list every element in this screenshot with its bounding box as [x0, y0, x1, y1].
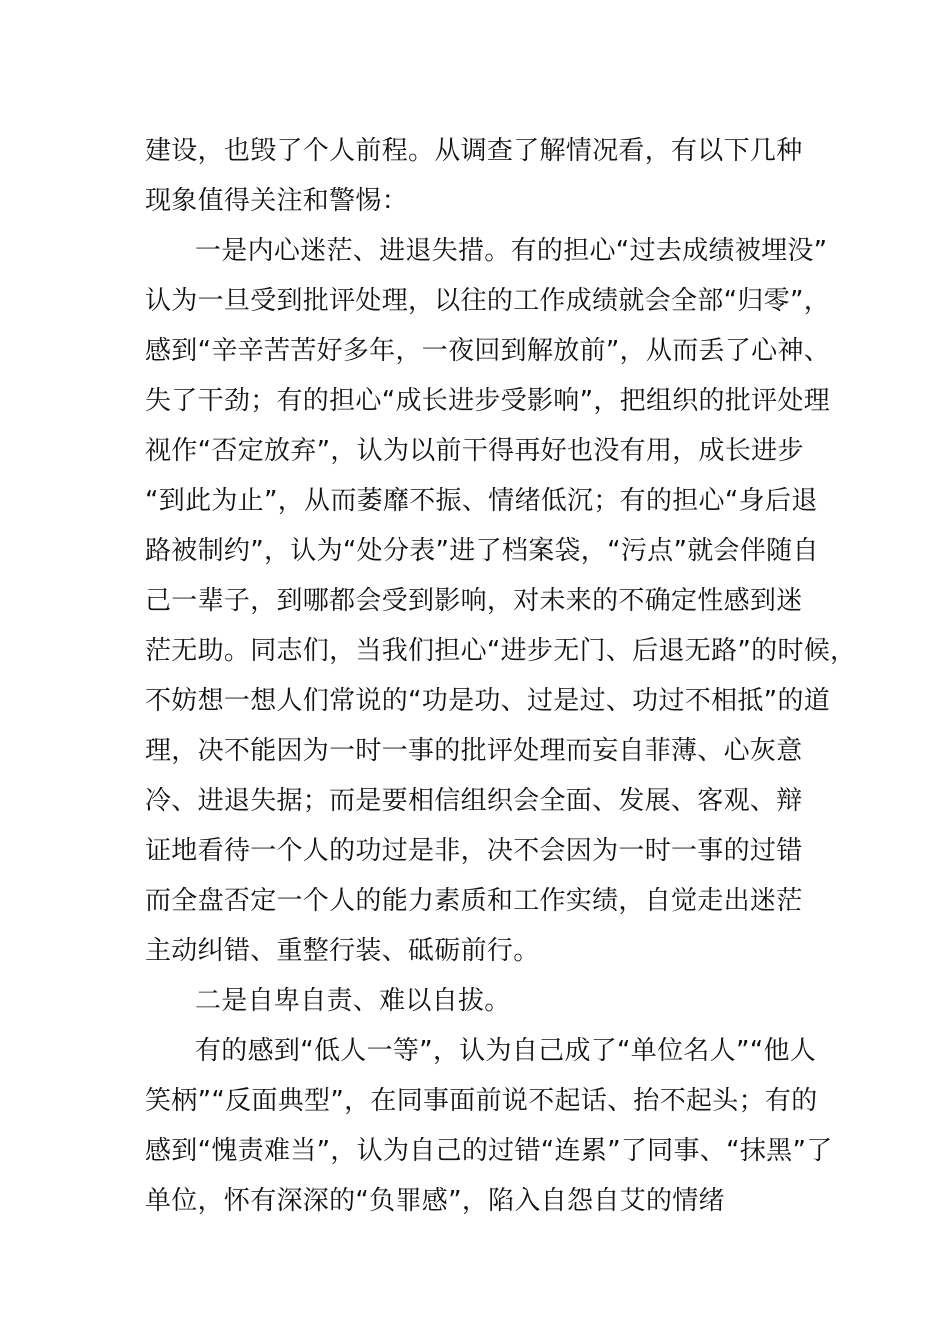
text-line: 感到“辛辛苦苦好多年，一夜回到解放前”，从而丢了心神、	[145, 336, 831, 366]
text-line: 认为一旦受到批评处理，以往的工作成绩就会全部“归零”，	[145, 286, 831, 316]
text-line: 一是内心迷茫、进退失措。有的担心“过去成绩被埋没”	[195, 236, 828, 266]
section-heading: 二是自卑自责、难以自拔。	[195, 986, 511, 1016]
text-line: 而全盘否定一个人的能力素质和工作实绩，自觉走出迷茫	[145, 886, 803, 916]
text-line: 不妨想一想人们常说的“功是功、过是过、功过不相抵”的道	[145, 686, 831, 716]
text-line: 失了干劲；有的担心“成长进步受影响”，把组织的批评处理	[145, 386, 831, 416]
text-line: 有的感到“低人一等”，认为自己成了“单位名人”“他人	[195, 1036, 817, 1066]
text-line: 路被制约”，认为“处分表”进了档案袋，“污点”就会伴随自	[145, 536, 819, 566]
text-line: “到此为止”，从而萎靡不振、情绪低沉；有的担心“身后退	[145, 486, 818, 516]
document-body	[145, 126, 857, 1226]
text-line: 感到“愧责难当”，认为自己的过错“连累”了同事、“抹黑”了	[145, 1136, 833, 1166]
text-line: 建设，也毁了个人前程。从调查了解情况看，有以下几种	[145, 136, 803, 166]
text-line: 视作“否定放弃”，认为以前干得再好也没有用，成长进步	[145, 436, 804, 466]
text-line: 主动纠错、重整行装、砥砺前行。	[145, 936, 540, 966]
text-line: 己一辈子，到哪都会受到影响，对未来的不确定性感到迷	[145, 586, 803, 616]
text-line: 证地看待一个人的功过是非，决不会因为一时一事的过错	[145, 836, 803, 866]
text-line: 冷、进退失据；而是要相信组织会全面、发展、客观、辩	[145, 786, 803, 816]
text-line: 现象值得关注和警惕：	[145, 186, 409, 216]
text-line: 理，决不能因为一时一事的批评处理而妄自菲薄、心灰意	[145, 736, 803, 766]
text-line: 笑柄”“反面典型”，在同事面前说不起话、抬不起头；有的	[145, 1086, 818, 1116]
text-line: 单位，怀有深深的“负罪感”，陷入自怨自艾的情绪	[145, 1186, 725, 1216]
text-line: 茫无助。同志们，当我们担心“进步无门、后退无路”的时候，	[145, 636, 857, 666]
